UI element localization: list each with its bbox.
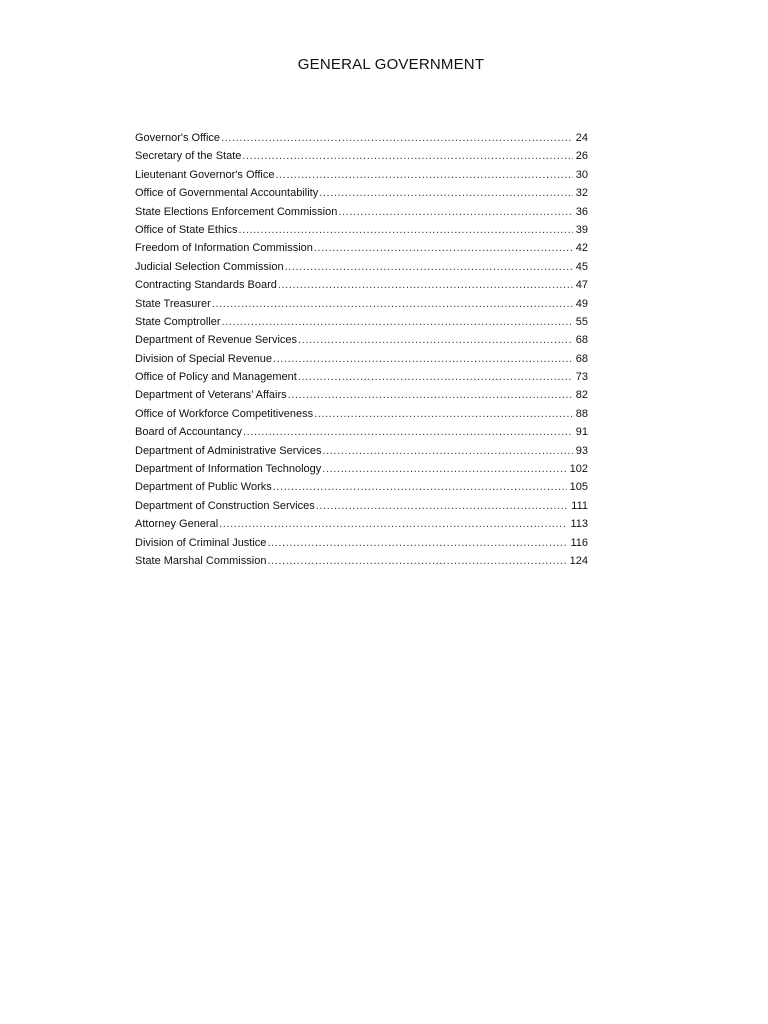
toc-entry [135,368,588,386]
toc-entry-label: Freedom of Information Commission [135,242,313,255]
toc-page-number: 91 [575,426,588,439]
toc-page-number: 49 [575,297,588,310]
toc-entry-label: State Elections Enforcement Commission [135,205,338,218]
toc-page-number: 113 [570,518,588,531]
toc-page-number: 82 [575,389,588,402]
toc-entry [135,295,588,313]
toc-dot-leader [338,203,572,221]
toc-dot-leader [212,295,573,313]
toc-dot-leader [273,350,573,368]
toc-entry-label: Attorney General [135,518,219,531]
toc-page-number: 73 [575,371,588,384]
toc-entry [135,184,588,202]
toc-page-number: 26 [575,150,588,163]
toc-entry-label: State Comptroller [135,315,221,328]
toc-entry [135,166,588,184]
toc-page-number: 32 [575,187,588,200]
toc-dot-leader [319,184,573,202]
toc-entry [135,239,588,257]
toc-dot-leader [314,239,573,257]
toc-entry-label: Department of Construction Services [135,499,315,512]
toc-page-number: 116 [570,536,588,549]
toc-dot-leader [242,147,572,165]
toc-entry [135,478,588,496]
toc-entry-label: Board of Accountancy [135,426,243,439]
toc-dot-leader [322,460,566,478]
toc-dot-leader [243,423,573,441]
toc-dot-leader [222,313,573,331]
toc-entry [135,552,588,570]
toc-entry [135,147,588,165]
toc-entry [135,386,588,404]
toc-dot-leader [219,515,567,533]
toc-page-number: 30 [575,168,588,181]
toc-entry-label: Department of Veterans’ Affairs [135,389,287,402]
toc-page-number: 68 [575,352,588,365]
toc-dot-leader [239,221,573,239]
toc-page-number: 55 [575,315,588,328]
toc-entry-label: Office of Governmental Accountability [135,187,319,200]
toc-dot-leader [267,534,567,552]
toc-entry [135,276,588,294]
toc-entry-label: Division of Criminal Justice [135,536,267,549]
toc-entry-label: Department of Revenue Services [135,334,298,347]
toc-entry-label: Department of Public Works [135,481,272,494]
toc-dot-leader [298,368,573,386]
toc-entry [135,515,588,533]
toc-dot-leader [322,442,572,460]
toc-page-number: 88 [575,407,588,420]
toc-entry-label: Lieutenant Governor's Office [135,168,275,181]
toc-page-number: 93 [575,444,588,457]
toc-entry [135,350,588,368]
toc-entry-label: Governor's Office [135,132,221,144]
toc-page-number: 36 [575,205,588,218]
toc-entry [135,331,588,349]
toc-dot-leader [278,276,573,294]
toc-entry [135,405,588,423]
toc-dot-leader [298,331,573,349]
toc-dot-leader [273,478,567,496]
toc-entry [135,221,588,239]
toc-entry-label: Secretary of the State [135,150,242,163]
toc-page-number: 105 [569,481,588,494]
page-title: GENERAL GOVERNMENT [297,56,485,73]
toc-dot-leader [285,258,573,276]
toc-entry-label: Office of Workforce Competitiveness [135,407,314,420]
toc-entry-label: Contracting Standards Board [135,279,277,292]
toc-entry [135,423,588,441]
toc-page-number: 42 [575,242,588,255]
toc-page-number: 24 [575,132,588,144]
toc-page-number: 124 [569,554,588,567]
toc-page-number: 111 [571,499,588,512]
toc-entry [135,460,588,478]
toc-page-number: 47 [575,279,588,292]
toc-page-number: 39 [575,223,588,236]
toc-entry [135,313,588,331]
toc-entry-label: Department of Administrative Services [135,444,322,457]
toc-entry [135,129,588,147]
toc-dot-leader [221,129,573,147]
toc-entry [135,258,588,276]
toc-entry-label: Division of Special Revenue [135,352,272,365]
toc-page-number: 68 [575,334,588,347]
toc-entry [135,497,588,515]
toc-entry [135,203,588,221]
toc-entry-label: Judicial Selection Commission [135,260,284,273]
toc-page-number: 102 [569,463,588,476]
toc-entry-label: State Marshal Commission [135,554,267,567]
toc-entry [135,442,588,460]
toc-entry-label: Office of Policy and Management [135,371,297,384]
toc-entry-label: State Treasurer [135,297,211,310]
toc-entry [135,534,588,552]
toc-dot-leader [275,166,572,184]
toc-entry-label: Department of Information Technology [135,463,322,476]
toc-page-number: 45 [575,260,588,273]
toc-dot-leader [316,497,569,515]
toc-dot-leader [288,386,573,404]
table-of-contents [135,129,588,570]
toc-dot-leader [267,552,566,570]
toc-entry-label: Office of State Ethics [135,223,238,236]
toc-dot-leader [314,405,573,423]
